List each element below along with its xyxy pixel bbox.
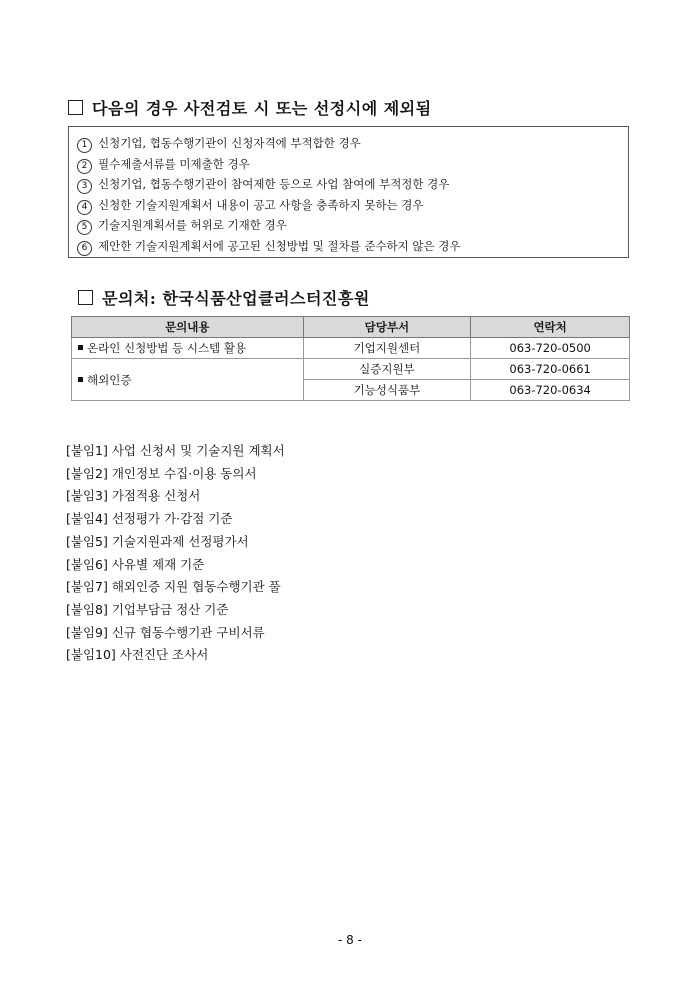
attachment-item: [붙임2] 개인정보 수집·이용 동의서 <box>66 465 257 481</box>
exclusion-item <box>77 174 628 195</box>
exclusion-item-text: 필수제출서류를 미제출한 경우 <box>98 156 250 171</box>
table-row <box>72 338 630 359</box>
department-cell: 기능성식품부 <box>303 380 471 401</box>
checkbox-square-icon <box>68 100 83 115</box>
attachment-item: [붙임4] 선정평가 가·감점 기준 <box>66 511 233 527</box>
column-header: 문의내용 <box>72 317 304 338</box>
attachment-item: [붙임6] 사유별 제재 기준 <box>66 556 205 572</box>
exclusion-item <box>77 133 628 154</box>
exclusion-item-text: 기술지원계획서를 허위로 기재한 경우 <box>98 218 287 232</box>
exclusion-item-text: 신청기업, 협동수행기관이 참여제한 등으로 사업 참여에 부적정한 경우 <box>98 177 450 191</box>
circled-number: 4 <box>77 200 92 215</box>
attachment-item: [붙임9] 신규 협동수행기관 구비서류 <box>66 624 265 640</box>
inquiry-topic: 해외인증 <box>87 372 132 387</box>
exclusion-item <box>77 215 628 236</box>
inquiry-topic-cell <box>72 359 304 401</box>
square-bullet-icon <box>78 345 83 350</box>
circled-number: 2 <box>77 159 92 174</box>
exclusion-item-text: 신청기업, 협동수행기관이 신청자격에 부적합한 경우 <box>98 136 361 150</box>
department-cell: 기업지원센터 <box>303 338 471 359</box>
attachment-item: [붙임7] 해외인증 지원 협동수행기관 풀 <box>66 579 281 595</box>
attachment-list <box>66 440 285 667</box>
page-number: - 8 - <box>338 933 362 947</box>
phone-cell: 063-720-0661 <box>471 359 630 380</box>
section-heading-text: 문의처: 한국식품산업클러스터진흥원 <box>102 289 370 308</box>
circled-number: 1 <box>77 138 92 153</box>
exclusion-item-text: 신청한 기술지원계획서 내용이 공고 사항을 충족하지 못하는 경우 <box>98 197 424 212</box>
contact-table <box>71 316 630 401</box>
column-header: 담당부서 <box>303 317 471 338</box>
section-heading-exclusions <box>68 96 432 119</box>
attachment-item: [붙임5] 기술지원과제 선정평가서 <box>66 533 249 549</box>
circled-number: 3 <box>77 179 92 194</box>
exclusion-item <box>77 195 628 216</box>
exclusion-item-text: 제안한 기술지원계획서에 공고된 신청방법 및 절차를 준수하지 않은 경우 <box>98 238 461 253</box>
attachment-item: [붙임1] 사업 신청서 및 기술지원 계획서 <box>66 443 285 458</box>
department-cell: 실증지원부 <box>303 359 471 380</box>
section-heading-contact <box>78 286 370 309</box>
phone-cell: 063-720-0500 <box>471 338 630 359</box>
attachment-item: [붙임8] 기업부담금 정산 기준 <box>66 601 229 617</box>
column-header: 연락처 <box>471 317 630 338</box>
attachment-item: [붙임10] 사전진단 조사서 <box>66 647 209 663</box>
exclusion-item <box>77 236 628 257</box>
exclusion-item <box>77 154 628 175</box>
circled-number: 5 <box>77 220 92 235</box>
square-bullet-icon <box>78 377 83 382</box>
table-row <box>72 359 630 380</box>
table-header-row <box>72 317 630 338</box>
inquiry-topic: 온라인 신청방법 등 시스템 활용 <box>87 341 247 355</box>
phone-cell: 063-720-0634 <box>471 380 630 401</box>
exclusion-conditions-box <box>68 126 629 258</box>
checkbox-square-icon <box>78 290 93 305</box>
attachment-item: [붙임3] 가점적용 신청서 <box>66 488 201 504</box>
circled-number: 6 <box>77 241 92 256</box>
inquiry-topic-cell <box>72 338 304 359</box>
section-heading-text: 다음의 경우 사전검토 시 또는 선정시에 제외됨 <box>92 99 432 118</box>
